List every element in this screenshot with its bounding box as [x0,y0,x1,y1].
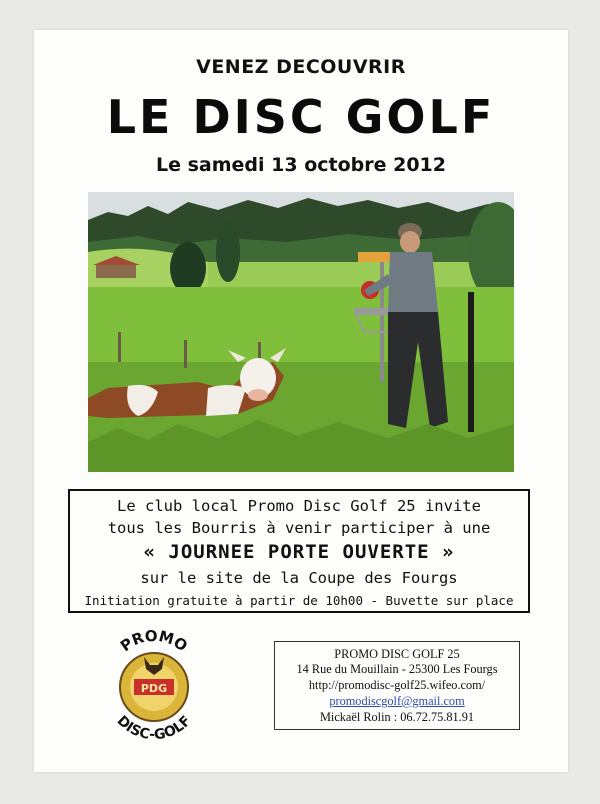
kicker-heading: VENEZ DECOUVRIR [196,56,406,78]
invitation-details: Initiation gratuite à partir de 10h00 - Buvette sur place [84,593,514,608]
open-day-heading: « JOURNEE PORTE OUVERTE » [143,541,455,563]
disc-golf-photo [88,192,514,472]
contact-person-phone: Mickaël Rolin : 06.72.75.81.91 [319,710,475,724]
flyer-page [34,30,568,772]
event-date: Le samedi 13 octobre 2012 [155,154,446,176]
club-name: PROMO DISC GOLF 25 [334,647,460,661]
invitation-line-4: sur le site de la Coupe des Fourgs [140,569,458,587]
club-email-link[interactable]: promodiscgolf@gmail.com [329,694,465,708]
invitation-box [68,489,530,613]
logo-badge-text: PDG [140,682,168,695]
invitation-line-2: tous les Bourris à venir participer à une [107,519,491,537]
svg-text:PROMO [117,627,191,655]
club-address: 14 Rue du Mouillain - 25300 Les Fourgs [296,662,498,676]
invitation-line-1: Le club local Promo Disc Golf 25 invite [117,497,481,515]
club-website: http://promodisc-golf25.wifeo.com/ [308,678,486,692]
contact-box [274,641,520,730]
logo-bottom-text: DISC-GOLF [113,712,195,743]
promo-disc-golf-logo [98,627,210,743]
main-title: LE DISC GOLF [106,90,496,144]
logo-top-text: PROMO [116,627,191,656]
